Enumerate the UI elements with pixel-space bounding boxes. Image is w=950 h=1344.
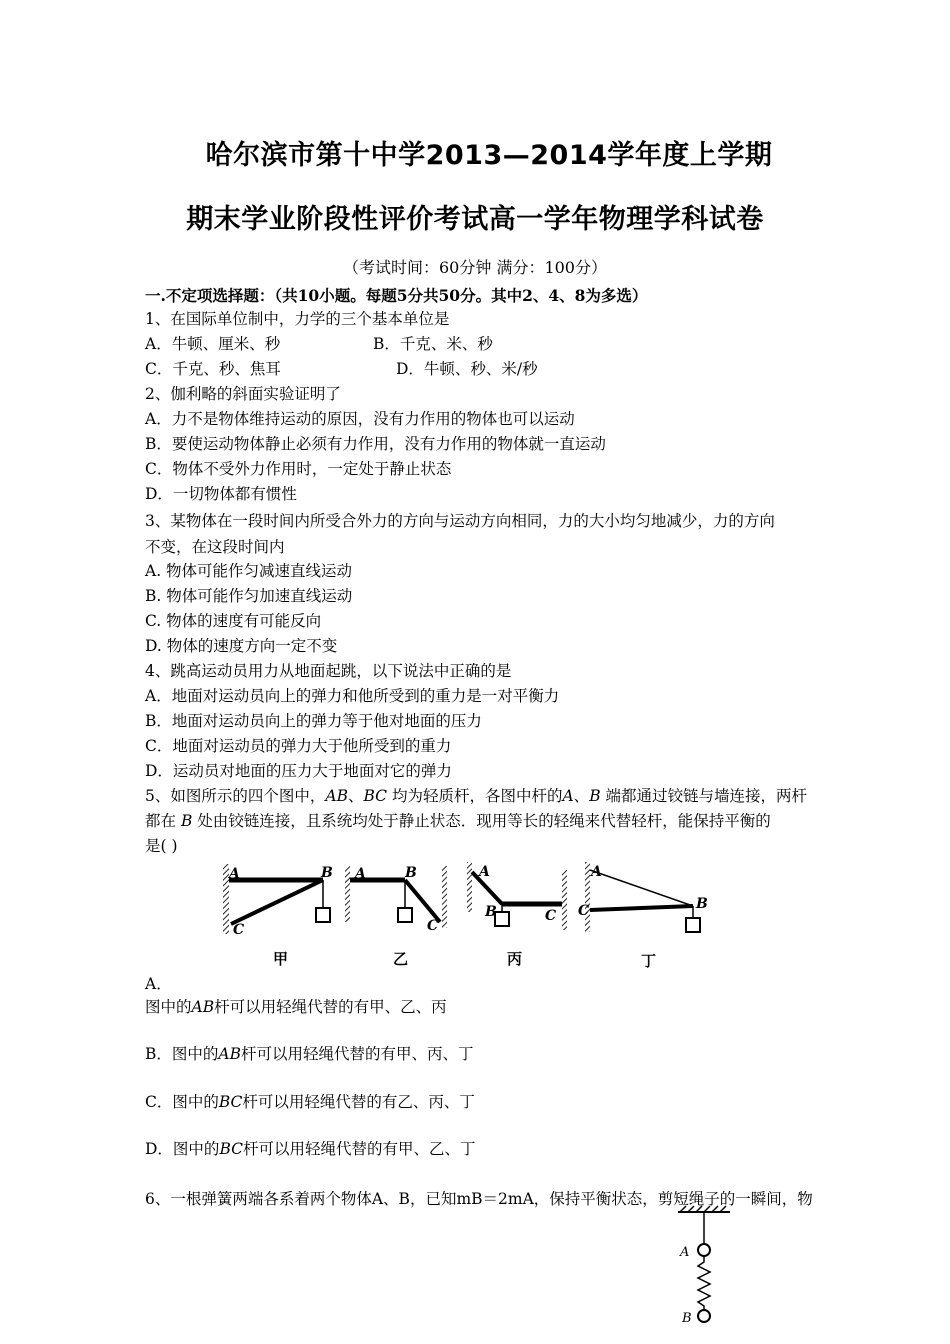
q3-option-a: A. 物体可能作匀减速直线运动: [145, 562, 353, 580]
q2-option-a: A．力不是物体维持运动的原因，没有力作用的物体也可以运动: [145, 410, 575, 428]
q3-stem-line2: 不变，在这段时间内: [145, 538, 285, 556]
point-c-label: C: [233, 922, 245, 938]
ball-b-label: B: [682, 1311, 692, 1326]
q5-stem-text: 处由铰链连接，且系统均处于静止状态．现用等长的轻绳来代替轻杆，能保持平衡的: [192, 812, 771, 830]
ball-a-label: A: [680, 1245, 690, 1260]
q5-option-text: 杆可以用轻绳代替的有甲、丙、丁: [241, 1045, 474, 1063]
q3-stem-line1: 3、某物体在一段时间内所受合外力的方向与运动方向相同，力的大小均匀地减少，力的方向: [145, 512, 775, 530]
q1-options-cd: [145, 357, 805, 379]
figure-jia: [223, 864, 333, 968]
q4-option-b: B．地面对运动员向上的弹力等于他对地面的压力: [145, 712, 482, 730]
weight-block: [316, 908, 330, 922]
figure-ding: [578, 862, 708, 970]
q3-option-d: D. 物体的速度方向一定不变: [145, 637, 338, 655]
q4-option-a: A．地面对运动员向上的弹力和他所受到的重力是一对平衡力: [145, 687, 560, 705]
wall: [585, 862, 590, 932]
figure-label-jia: 甲: [273, 950, 289, 968]
q5-stem-line3: 是( ): [145, 837, 178, 855]
figure-label-bing: 丙: [507, 950, 523, 968]
point-c-label: C: [578, 903, 590, 919]
rod-ab: [590, 870, 693, 906]
spring: [698, 1256, 710, 1310]
q6-spring-figure: [672, 1204, 742, 1338]
q5-var: BC: [219, 1140, 243, 1158]
q2-option-d: D．一切物体都有惯性: [145, 485, 297, 503]
q5-option-text: 杆可以用轻绳代替的有甲、乙、丁: [242, 1140, 476, 1158]
q5-stem-line1: [145, 784, 807, 806]
q5-var: BC: [218, 1093, 243, 1111]
q3-option-b: B. 物体可能作匀加速直线运动: [145, 587, 353, 605]
q5-option-text: 图中的: [145, 998, 192, 1016]
q5-option-text: B．图中的: [145, 1045, 219, 1063]
point-a-label: A: [229, 866, 240, 882]
q5-var-b: B: [589, 787, 601, 805]
ball-b: [698, 1310, 710, 1322]
q2-stem: 2、伽利略的斜面实验证明了: [145, 385, 341, 403]
q1-option-c: C．千克、秒、焦耳: [145, 360, 281, 378]
q5-option-text: 杆可以用轻绳代替的有乙、丙、丁: [242, 1093, 475, 1111]
weight-block: [686, 918, 700, 932]
figure-label-yi: 乙: [393, 950, 409, 968]
q5-option-c: [145, 1090, 475, 1112]
point-a-label: A: [355, 866, 366, 882]
q5-option-a: [145, 995, 447, 1017]
figure-bing: [467, 862, 567, 968]
q1-option-d: D．牛顿、秒、米/秒: [396, 360, 538, 378]
figure-label-ding: 丁: [641, 952, 657, 970]
rod-bc: [590, 906, 693, 910]
ball-a: [698, 1244, 710, 1256]
point-a-label: A: [591, 864, 602, 880]
wall-right: [562, 870, 567, 930]
point-c-label: C: [545, 908, 557, 924]
point-b-label: B: [696, 896, 708, 912]
q5-stem-line2: [145, 809, 771, 831]
q5-figure: [205, 858, 725, 970]
q5-option-text: D．图中的: [145, 1140, 220, 1158]
section1-heading: 一.不定项选择题：（共10小题。每题5分共50分。其中2、4、8为多选）: [145, 286, 648, 305]
q5-var-ab: AB: [325, 787, 348, 805]
exam-info: （考试时间：60分钟 满分：100分）: [343, 258, 607, 277]
q5-option-a-label: A．: [145, 975, 172, 993]
wall-right: [442, 866, 447, 928]
point-a-label: A: [479, 864, 490, 880]
point-b-label: B: [405, 865, 417, 881]
figure-yi: [345, 865, 447, 968]
q1-option-b: B．千克、米、秒: [373, 335, 493, 353]
q5-var: AB: [218, 1045, 241, 1063]
exam-title-line2: 期末学业阶段性评价考试高一学年物理学科试卷: [186, 204, 764, 235]
q5-var: AB: [191, 998, 215, 1016]
q5-option-text: 杆可以用轻绳代替的有甲、乙、丙: [214, 998, 447, 1016]
q1-option-a: A．牛顿、厘米、秒: [145, 335, 281, 353]
q3-option-c: C. 物体的速度有可能反向: [145, 612, 322, 630]
wall-left: [345, 866, 350, 922]
q4-option-d: D．运动员对地面的压力大于地面对它的弹力: [145, 762, 452, 780]
point-b-label: B: [321, 865, 333, 881]
q5-stem-text: 均为轻质杆，各图中杆的: [387, 787, 563, 805]
exam-title-line1: 哈尔滨市第十中学2013—2014学年度上学期: [205, 140, 773, 171]
q6-stem-line1: 6、一根弹簧两端各系着两个物体A、B，已知mB＝2mA，保持平衡状态，剪短绳子的一瞬间，物: [145, 1190, 813, 1208]
q5-sep: 、: [573, 787, 590, 805]
q5-stem-text: 都在: [145, 812, 181, 830]
rod-bc: [231, 880, 323, 924]
point-c-label: C: [427, 918, 439, 934]
q5-var-b: B: [180, 812, 193, 830]
q5-option-text: C．图中的: [145, 1093, 219, 1111]
q5-stem-text: 端都通过铰链与墙连接，两杆: [600, 787, 808, 805]
weight-block: [398, 908, 412, 922]
q5-var-bc: BC: [363, 787, 388, 805]
q1-stem: 1、在国际单位制中，力学的三个基本单位是: [145, 310, 450, 328]
q5-stem-text: 5、如图所示的四个图中，: [145, 787, 326, 805]
q2-option-b: B．要使运动物体静止必须有力作用，没有力作用的物体就一直运动: [145, 435, 606, 453]
q1-options-ab: [145, 332, 805, 354]
point-b-label: B: [485, 904, 497, 920]
q5-sep: 、: [347, 787, 364, 805]
q5-var-a: A: [562, 787, 574, 805]
q5-option-d: [145, 1137, 476, 1159]
q2-option-c: C．物体不受外力作用时，一定处于静止状态: [145, 460, 452, 478]
q4-option-c: C．地面对运动员的弹力大于他所受到的重力: [145, 737, 452, 755]
q5-option-b: [145, 1042, 474, 1064]
q4-stem: 4、跳高运动员用力从地面起跳，以下说法中正确的是: [145, 662, 512, 680]
weight-block: [495, 912, 509, 926]
wall-left: [467, 862, 472, 912]
